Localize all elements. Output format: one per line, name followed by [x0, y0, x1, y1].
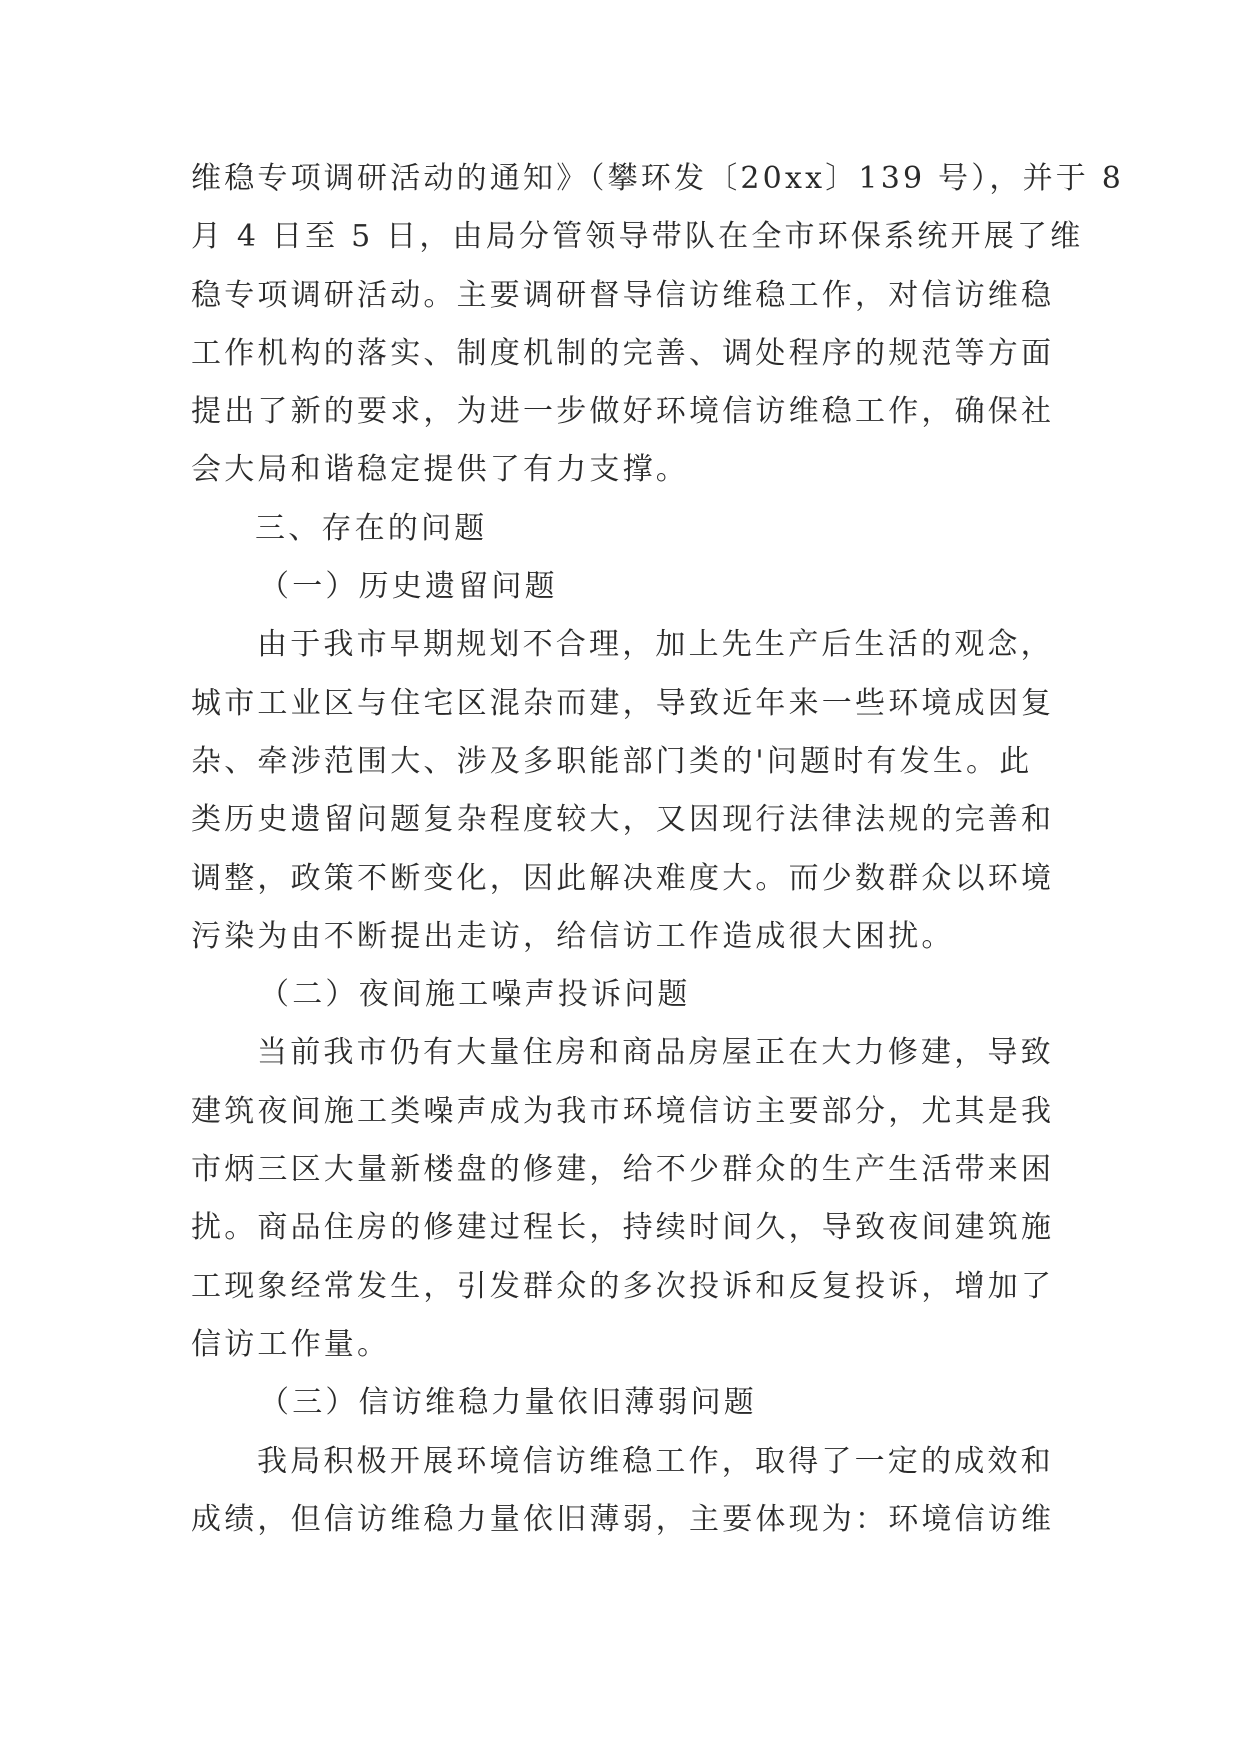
paragraph-line: 调整，政策不断变化，因此解决难度大。而少数群众以环境: [191, 860, 1055, 896]
paragraph-line: 月 4 日至 5 日，由局分管领导带队在全市环保系统开展了维: [191, 219, 1084, 255]
paragraph-line: 类历史遗留问题复杂程度较大，又因现行法律法规的完善和: [191, 802, 1055, 838]
paragraph-line: 工作机构的落实、制度机制的完善、调处程序的规范等方面: [191, 335, 1055, 371]
subsection-heading: （一）历史遗留问题: [259, 569, 558, 605]
paragraph-line: 杂、牵涉范围大、涉及多职能部门类的'问题时有发生。此: [191, 743, 1033, 779]
paragraph-line: 成绩，但信访维稳力量依旧薄弱，主要体现为：环境信访维: [191, 1501, 1055, 1537]
section-heading: 三、存在的问题: [255, 510, 488, 546]
paragraph-line: 污染为由不断提出走访，给信访工作造成很大困扰。: [191, 918, 955, 954]
paragraph-line: 由于我市早期规划不合理，加上先生产后生活的观念，: [257, 627, 1054, 663]
paragraph-line: 维稳专项调研活动的通知》（攀环发〔20xx〕139 号），并于 8: [191, 161, 1125, 196]
paragraph-line: 稳专项调研活动。主要调研督导信访维稳工作，对信访维稳: [191, 277, 1055, 313]
paragraph-line: 会大局和谐稳定提供了有力支撑。: [191, 452, 689, 488]
paragraph-line: 信访工作量。: [191, 1326, 391, 1362]
paragraph-line: 扰。商品住房的修建过程长，持续时间久，导致夜间建筑施: [191, 1210, 1055, 1246]
subsection-heading: （二）夜间施工噪声投诉问题: [259, 977, 691, 1013]
paragraph-line: 提出了新的要求，为进一步做好环境信访维稳工作，确保社: [191, 394, 1055, 430]
paragraph-line: 我局积极开展环境信访维稳工作，取得了一定的成效和: [257, 1443, 1054, 1479]
paragraph-line: 工现象经常发生，引发群众的多次投诉和反复投诉，增加了: [191, 1268, 1055, 1304]
document-body: [191, 150, 1125, 1549]
paragraph-line: 城市工业区与住宅区混杂而建，导致近年来一些环境成因复: [191, 685, 1055, 721]
subsection-heading: （三）信访维稳力量依旧薄弱问题: [259, 1385, 757, 1421]
paragraph-line: 当前我市仍有大量住房和商品房屋正在大力修建，导致: [257, 1035, 1054, 1071]
paragraph-line: 市炳三区大量新楼盘的修建，给不少群众的生产生活带来困: [191, 1152, 1055, 1188]
paragraph-line: 建筑夜间施工类噪声成为我市环境信访主要部分，尤其是我: [191, 1093, 1055, 1129]
